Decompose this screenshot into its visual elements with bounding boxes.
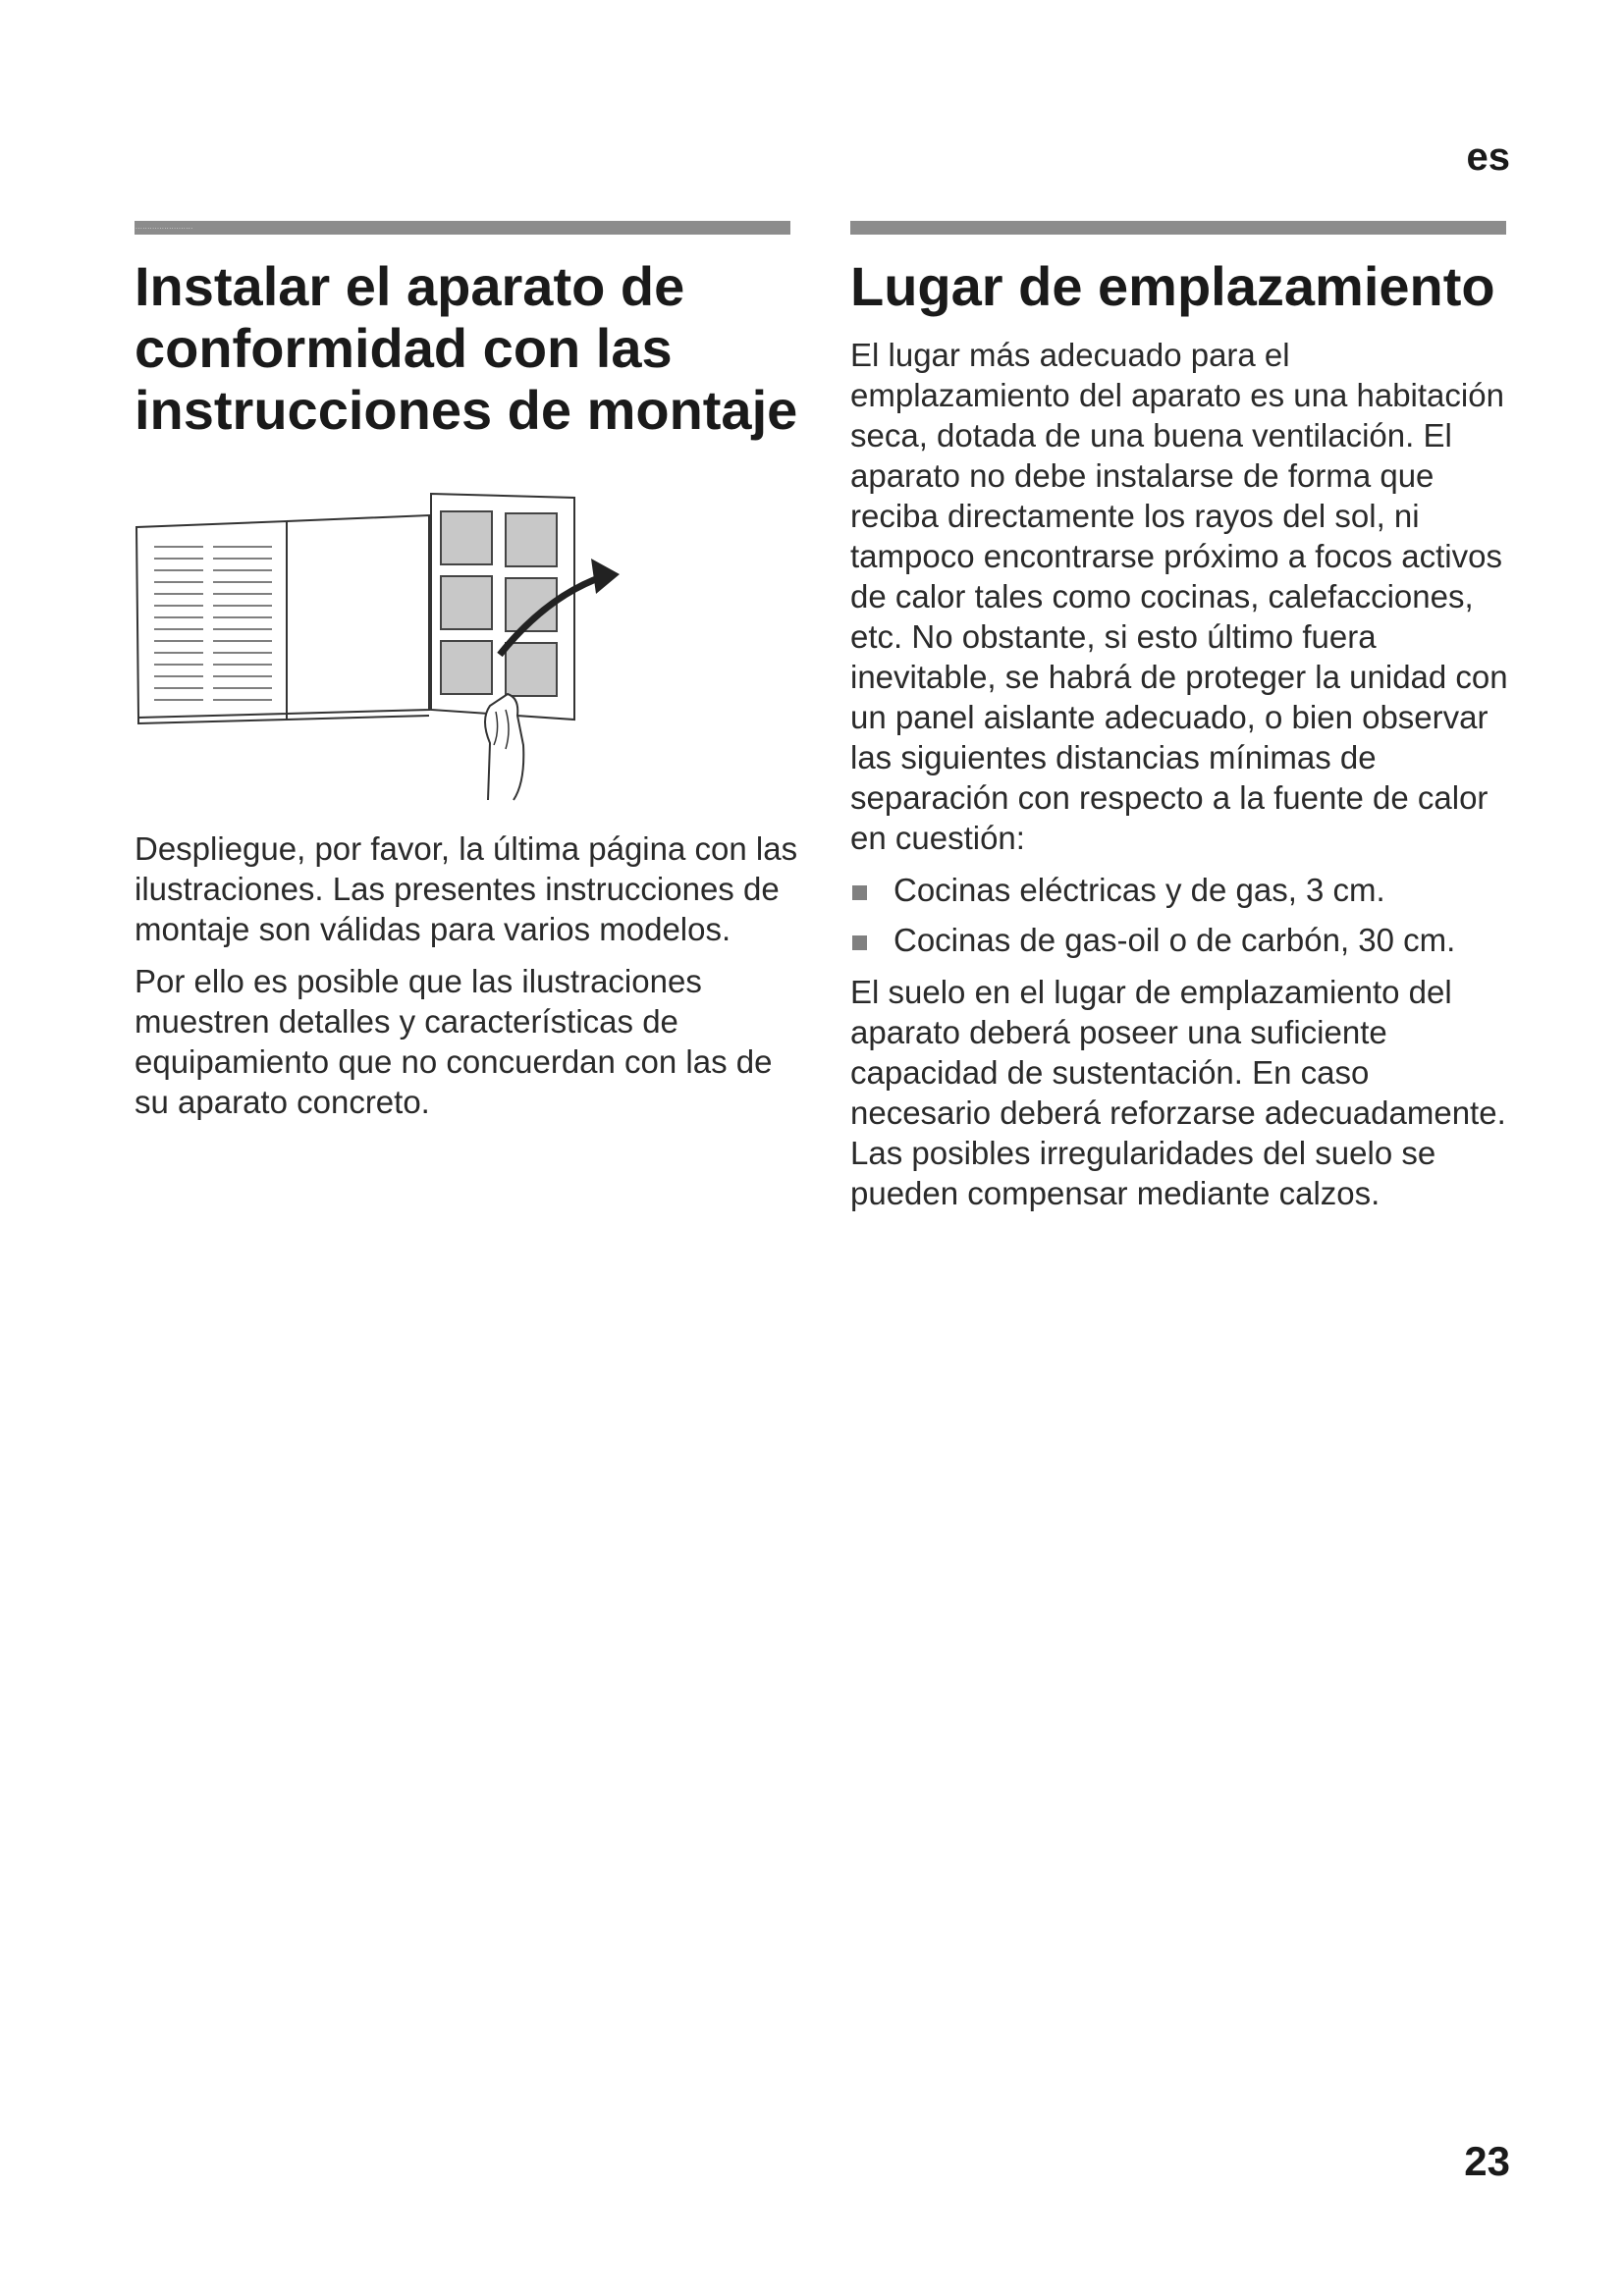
paragraph-location-intro: El lugar más adecuado para el emplazamiento del aparato es una habitación seca, dotada de una buena ventilación. El aparato no debe instalarse de forma que reciba directamente los rayos del sol, ni tampoco encontrarse próximo a focos activos de calor tales como cocinas, calefacciones, etc. No obstante, si esto último fuera inevitable, se habrá de proteger la unidad con un panel aislante adecuado, o bien observar las siguientes distancias mínimas de separación con respecto a la fuente de calor en cuestión: [850, 337, 1508, 856]
section-rule-left [135, 221, 790, 235]
manual-foldout-illustration [135, 488, 645, 802]
square-bullet-icon [852, 935, 867, 950]
page-number: 23 [1464, 2138, 1510, 2184]
language-code: es [1466, 135, 1510, 179]
list-item [850, 920, 1518, 960]
paragraph-illustrations-note: Por ello es posible que las ilustraciones muestren detalles y características de equipamiento que no concuerdan con las de su aparato concreto. [135, 963, 773, 1120]
section-title-location: Lugar de emplazamiento [850, 255, 1495, 317]
section-title-installation: Instalar el aparato de conformidad con las instrucciones de montaje [135, 255, 798, 441]
right-column [850, 255, 1518, 1225]
rule-caption: ........................ [135, 224, 193, 231]
left-column [135, 255, 802, 1134]
section-rule-right [850, 221, 1506, 235]
square-bullet-icon [852, 885, 867, 900]
list-item-text: Cocinas de gas-oil o de carbón, 30 cm. [893, 922, 1456, 958]
paragraph-floor-support: El suelo en el lugar de emplazamiento del aparato deberá poseer una suficiente capacidad de sustentación. En caso necesario deberá reforzarse adecuadamente. Las posibles irregularidades del suelo se pueden compensar mediante calzos. [850, 974, 1506, 1211]
list-item [850, 870, 1518, 910]
distance-list [850, 870, 1518, 960]
list-item-text: Cocinas eléctricas y de gas, 3 cm. [893, 872, 1385, 908]
paragraph-foldout: Despliegue, por favor, la última página con las ilustraciones. Las presentes instrucciones de montaje son válidas para varios modelos. [135, 830, 798, 947]
